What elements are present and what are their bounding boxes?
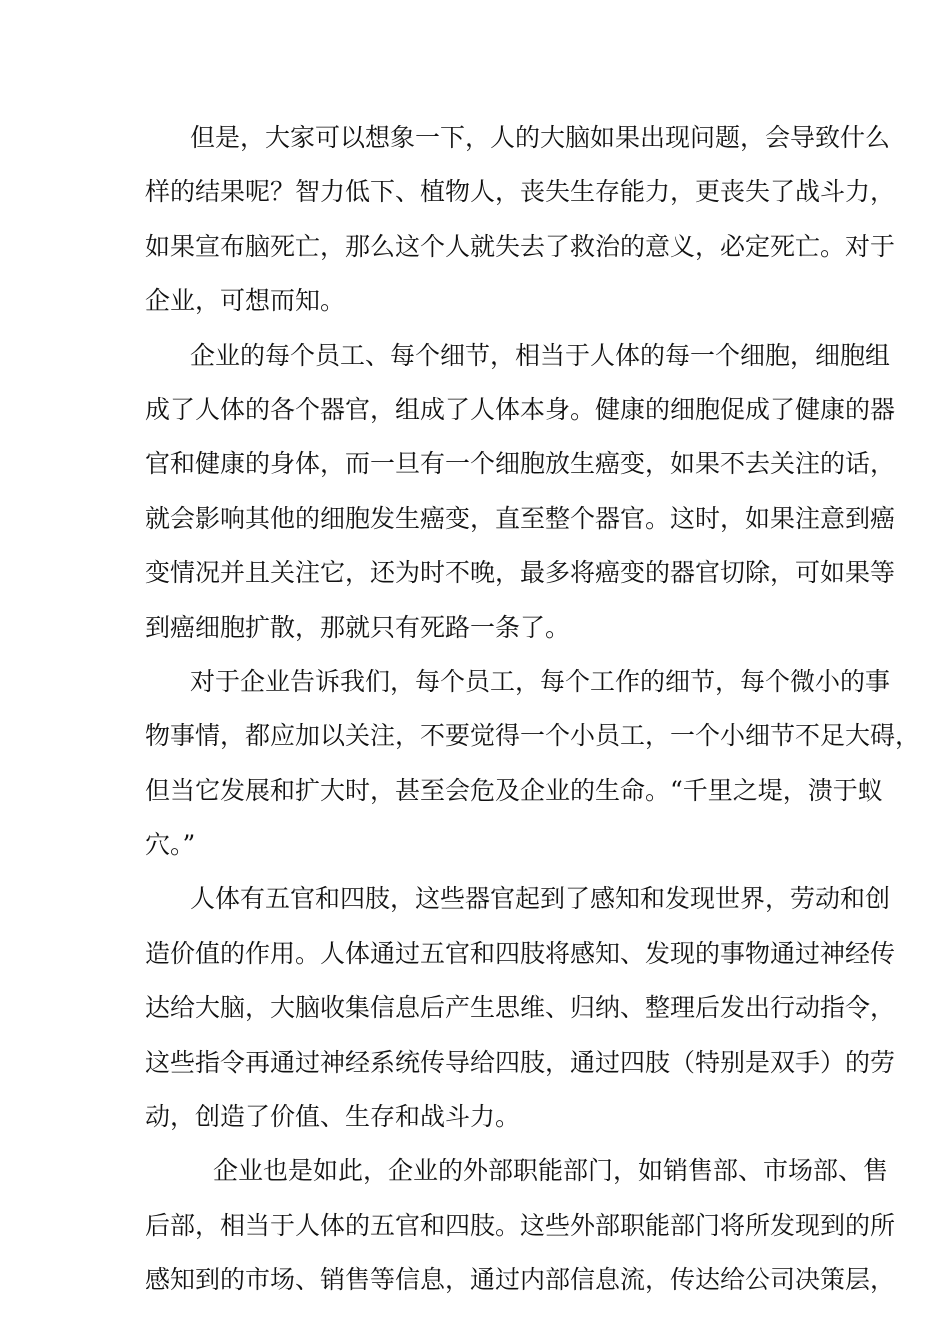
paragraph-2-line-6: 到癌细胞扩散，那就只有死路一条了。 — [145, 612, 571, 642]
paragraph-1-line-2: 样的结果呢？智力低下、植物人，丧失生存能力，更丧失了战斗力， — [145, 177, 896, 207]
paragraph-5-line-1: 企业也是如此，企业的外部职能部门，如销售部、市场部、售 — [213, 1156, 889, 1186]
paragraph-4-line-1: 人体有五官和四肢，这些器官起到了感知和发现世界，劳动和创 — [190, 884, 891, 914]
paragraph-3-line-3: 但当它发展和扩大时，甚至会危及企业的生命。“千里之堤，溃于蚁 — [145, 775, 883, 805]
paragraph-3-line-2: 物事情，都应加以关注，不要觉得一个小员工，一个小细节不足大碍， — [145, 721, 921, 751]
paragraph-2-line-1: 企业的每个员工、每个细节，相当于人体的每一个细胞，细胞组 — [190, 340, 891, 370]
paragraph-5-line-2: 后部，相当于人体的五官和四肢。这些外部职能部门将所发现到的所 — [145, 1210, 896, 1240]
paragraph-3-line-1: 对于企业告诉我们，每个员工，每个工作的细节，每个微小的事 — [190, 666, 891, 696]
paragraph-2-line-3: 官和健康的身体，而一旦有一个细胞放生癌变，如果不去关注的话， — [145, 449, 896, 479]
paragraph-5-line-3: 感知到的市场、销售等信息，通过内部信息流，传达给公司决策层， — [145, 1265, 896, 1295]
paragraph-4-line-5: 动，创造了价值、生存和战斗力。 — [145, 1102, 521, 1132]
paragraph-2-line-2: 成了人体的各个器官，组成了人体本身。健康的细胞促成了健康的器 — [145, 394, 896, 424]
document-body — [145, 111, 921, 1308]
paragraph-1-line-1: 但是，大家可以想象一下，人的大脑如果出现问题，会导致什么 — [190, 123, 891, 152]
paragraph-4-line-3: 达给大脑，大脑收集信息后产生思维、归纳、整理后发出行动指令， — [145, 993, 896, 1023]
paragraph-3-line-4: 穴。” — [145, 830, 196, 860]
paragraph-2-line-5: 变情况并且关注它，还为时不晚，最多将癌变的器官切除，可如果等 — [145, 558, 896, 588]
paragraph-2-line-4: 就会影响其他的细胞发生癌变，直至整个器官。这时，如果注意到癌 — [145, 503, 896, 533]
paragraph-1-line-3: 如果宣布脑死亡，那么这个人就失去了救治的意义，必定死亡。对于 — [145, 231, 896, 261]
paragraph-1-line-4: 企业，可想而知。 — [145, 286, 346, 316]
paragraph-4-line-4: 这些指令再通过神经系统传导给四肢，通过四肢（特别是双手）的劳 — [145, 1047, 896, 1077]
paragraph-4-line-2: 造价值的作用。人体通过五官和四肢将感知、发现的事物通过神经传 — [145, 938, 896, 968]
